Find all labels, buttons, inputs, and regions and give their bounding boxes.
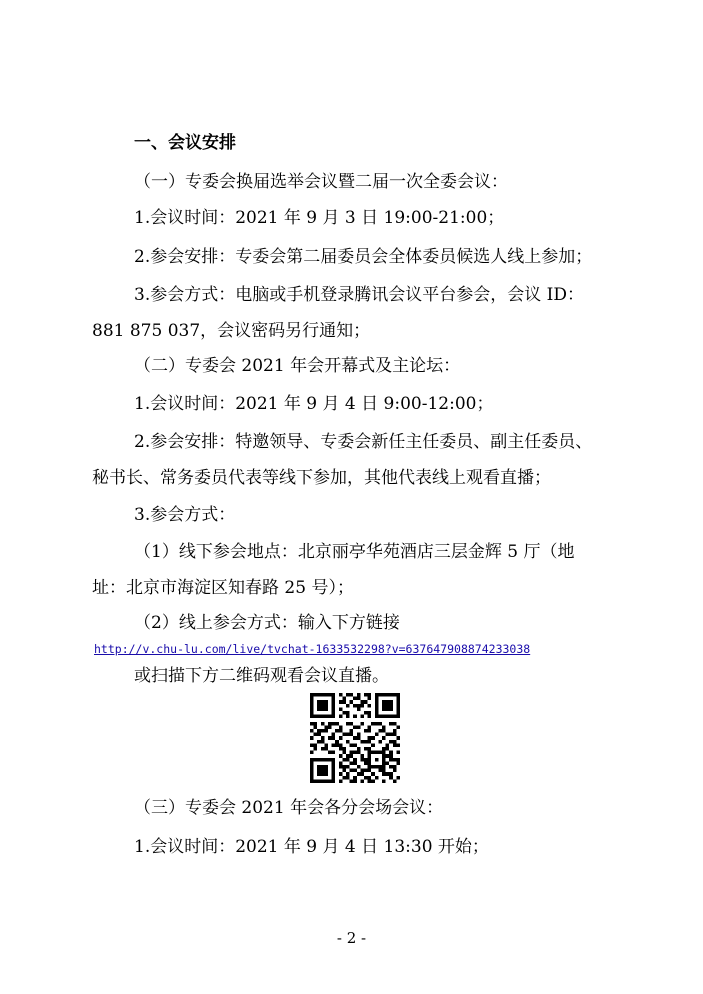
part2-arrangement-line2: 秘书长、常务委员代表等线下参加，其他代表线上观看直播； xyxy=(92,468,551,488)
page-number: - 2 - xyxy=(336,929,367,947)
part1-arrangement: 2.参会安排：专委会第二届委员会全体委员候选人线上参加； xyxy=(134,247,593,267)
part2-title: （二）专委会 2021 年会开幕式及主论坛： xyxy=(134,356,461,376)
part2-time: 1.会议时间：2021 年 9 月 4 日 9:00-12:00； xyxy=(134,394,494,414)
part2-offline-line2: 址：北京市海淀区知春路 25 号）； xyxy=(92,578,354,598)
part1-title: （一）专委会换届选举会议暨二届一次全委会议： xyxy=(134,172,508,192)
part3-time: 1.会议时间：2021 年 9 月 4 日 13:30 开始； xyxy=(134,837,489,857)
section-heading: 一、会议安排 xyxy=(134,133,236,153)
part2-online-label: （2）线上参会方式：输入下方链接 xyxy=(134,613,400,633)
part2-arrangement-line1: 2.参会安排：特邀领导、专委会新任主任委员、副主任委员、 xyxy=(134,432,593,452)
qr-instruction: 或扫描下方二维码观看会议直播。 xyxy=(134,666,389,686)
part2-method-title: 3.参会方式： xyxy=(134,505,236,525)
part1-method-line2: 881 875 037，会议密码另行通知； xyxy=(92,321,371,341)
livestream-link[interactable]: http://v.chu-lu.com/live/tvchat-1633532298?v=637647908874233038 xyxy=(94,642,531,656)
qr-code-image xyxy=(310,693,400,783)
part3-title: （三）专委会 2021 年会各分会场会议： xyxy=(134,798,444,818)
part2-offline-line1: （1）线下参会地点：北京丽亭华苑酒店三层金辉 5 厅（地 xyxy=(134,542,575,562)
part1-time: 1.会议时间：2021 年 9 月 3 日 19:00-21:00； xyxy=(134,208,505,228)
part1-method-line1: 3.参会方式：电脑或手机登录腾讯会议平台参会，会议 ID： xyxy=(134,285,584,305)
